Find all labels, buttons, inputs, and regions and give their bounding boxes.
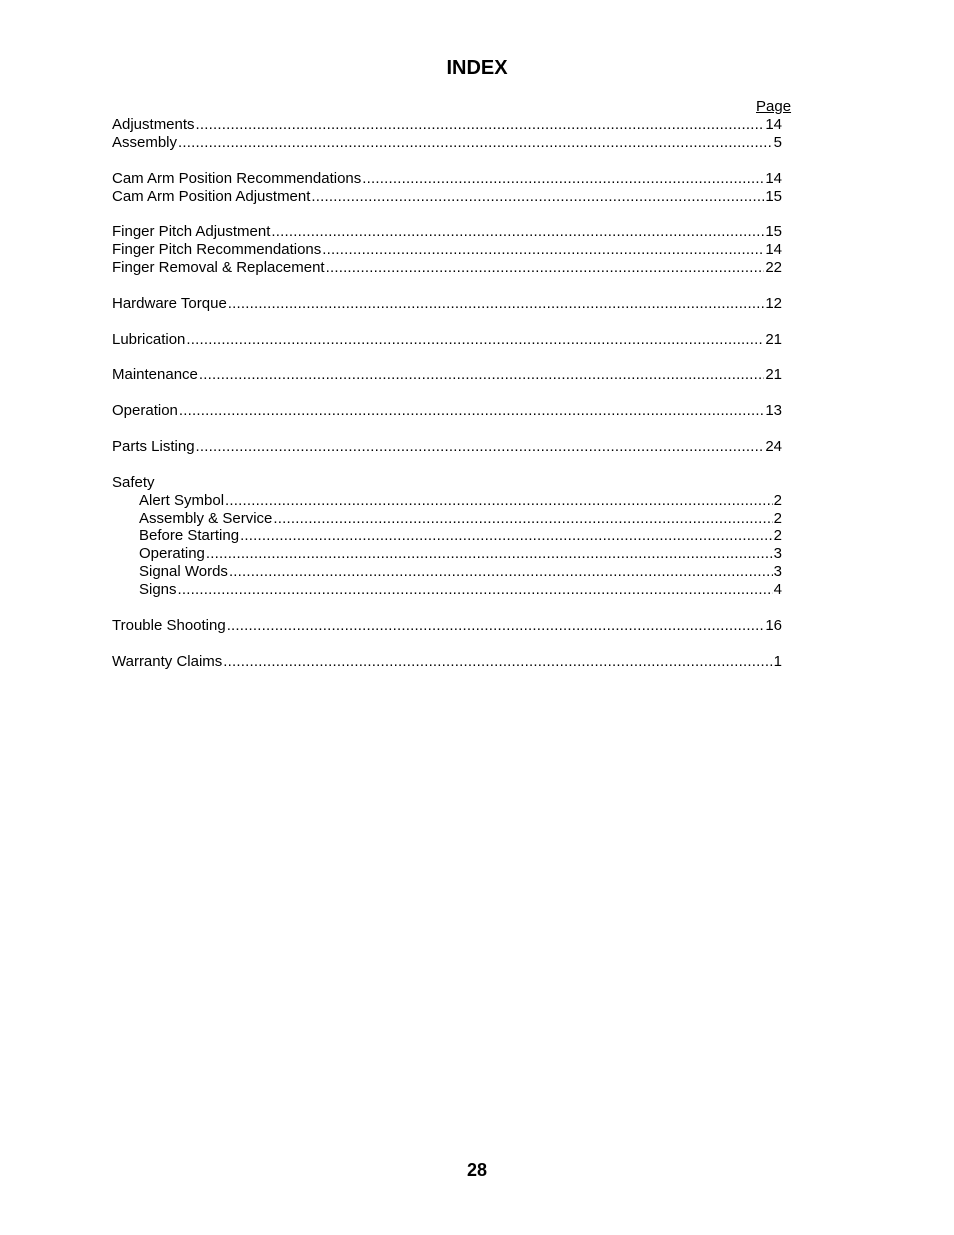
index-entries xyxy=(112,116,782,671)
entry-page: 21 xyxy=(765,330,782,348)
index-entry-parts-listing xyxy=(112,438,782,456)
entry-page: 14 xyxy=(765,116,782,133)
index-subentry-operating xyxy=(112,545,782,563)
index-subentry-before-starting xyxy=(112,527,782,545)
index-entry-adjustments xyxy=(112,116,782,134)
entry-label: Before Starting xyxy=(139,527,240,545)
index-title: INDEX xyxy=(446,57,508,79)
entry-label: Operating xyxy=(139,545,205,563)
entry-page: 15 xyxy=(765,223,782,241)
index-entry-cam-arm-adjustment xyxy=(112,188,782,206)
entry-page: 14 xyxy=(765,169,782,187)
dot-leader xyxy=(229,563,773,581)
entry-page: 12 xyxy=(765,294,782,312)
entry-page: 2 xyxy=(773,527,782,545)
dot-leader xyxy=(311,188,764,206)
index-entry-trouble-shooting xyxy=(112,617,782,635)
entry-page: 2 xyxy=(773,509,782,527)
entry-page: 3 xyxy=(773,563,782,581)
index-entry-finger-pitch-adjustment xyxy=(112,223,782,241)
entry-label: Assembly xyxy=(112,133,178,151)
dot-leader xyxy=(240,527,773,545)
entry-label: Assembly & Service xyxy=(139,509,273,527)
index-entry-assembly xyxy=(112,134,782,152)
entry-page: 21 xyxy=(765,366,782,384)
dot-leader xyxy=(362,170,764,188)
index-entry-warranty-claims xyxy=(112,653,782,671)
index-entry-lubrication xyxy=(112,331,782,349)
dot-leader xyxy=(206,545,773,563)
dot-leader xyxy=(223,653,772,671)
dot-leader xyxy=(273,510,772,528)
dot-leader xyxy=(196,116,765,134)
entry-label: Finger Removal & Replacement xyxy=(112,259,325,277)
entry-page: 22 xyxy=(765,259,782,277)
dot-leader xyxy=(186,331,764,349)
entry-label: Finger Pitch Recommendations xyxy=(112,241,322,259)
entry-label: Operation xyxy=(112,402,178,420)
index-entry-operation xyxy=(112,402,782,420)
dot-leader xyxy=(227,617,765,635)
entry-page: 14 xyxy=(765,241,782,259)
index-subentry-assembly-service xyxy=(112,510,782,528)
entry-label: Warranty Claims xyxy=(112,652,223,670)
entry-label: Lubrication xyxy=(112,330,186,348)
entry-label: Cam Arm Position Recommendations xyxy=(112,169,362,187)
entry-page: 4 xyxy=(773,581,782,599)
dot-leader xyxy=(228,295,765,313)
entry-label: Signal Words xyxy=(139,563,228,581)
index-entry-maintenance xyxy=(112,366,782,384)
entry-label: Alert Symbol xyxy=(139,491,225,509)
entry-page: 1 xyxy=(773,652,782,670)
dot-leader xyxy=(271,223,764,241)
entry-page: 5 xyxy=(773,133,782,151)
entry-label: Cam Arm Position Adjustment xyxy=(112,187,311,205)
index-subentry-signal-words xyxy=(112,563,782,581)
index-subentry-alert-symbol xyxy=(112,492,782,510)
entry-page: 3 xyxy=(773,545,782,563)
index-subentry-signs xyxy=(112,581,782,599)
dot-leader xyxy=(178,134,773,152)
dot-leader xyxy=(225,492,773,510)
index-entry-cam-arm-recommendations xyxy=(112,170,782,188)
dot-leader xyxy=(196,438,765,456)
entry-label: Signs xyxy=(139,581,177,599)
entry-label: Maintenance xyxy=(112,366,198,384)
dot-leader xyxy=(178,581,773,599)
dot-leader xyxy=(199,366,764,384)
entry-page: 13 xyxy=(765,402,782,420)
dot-leader xyxy=(326,259,765,277)
entry-page: 2 xyxy=(773,491,782,509)
entry-label: Safety xyxy=(112,473,155,491)
index-entry-hardware-torque xyxy=(112,295,782,313)
entry-label: Trouble Shooting xyxy=(112,616,226,634)
index-entry-finger-removal xyxy=(112,259,782,277)
entry-page: 24 xyxy=(765,438,782,456)
entry-page: 15 xyxy=(765,187,782,205)
entry-page: 16 xyxy=(765,616,782,634)
entry-label: Adjustments xyxy=(112,116,195,133)
page-column-header: Page xyxy=(756,98,792,115)
entry-label: Hardware Torque xyxy=(112,294,227,312)
index-entry-finger-pitch-recommendations xyxy=(112,241,782,259)
index-heading-safety xyxy=(112,474,782,492)
dot-leader xyxy=(179,402,764,420)
page-number: 28 xyxy=(466,1160,488,1180)
entry-label: Parts Listing xyxy=(112,438,195,456)
entry-label: Finger Pitch Adjustment xyxy=(112,223,271,241)
dot-leader xyxy=(322,241,764,259)
